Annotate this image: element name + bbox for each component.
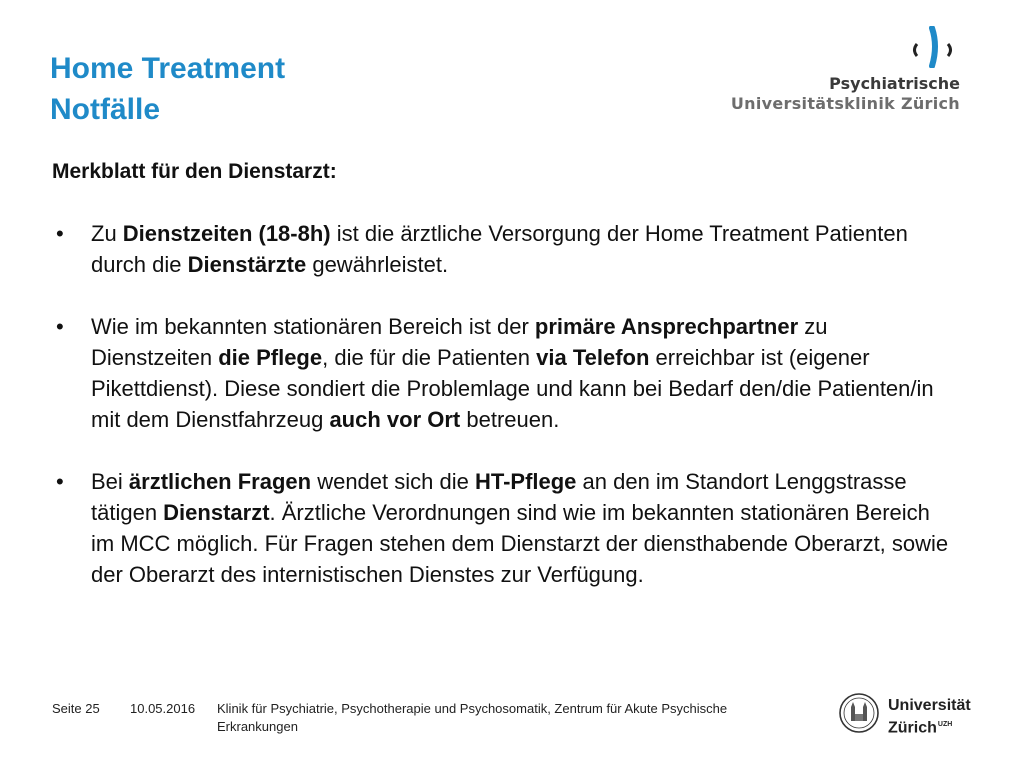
footer-date: 10.05.2016 bbox=[130, 701, 196, 716]
bullet-text: Zu bbox=[91, 221, 123, 246]
bullet-dot: • bbox=[56, 221, 64, 246]
bullet-emphasis: primäre Ansprechpartner bbox=[534, 314, 799, 339]
university-name bbox=[888, 696, 971, 737]
bullet-item bbox=[52, 466, 952, 590]
title-line-2: Notfälle bbox=[50, 93, 161, 126]
bullet-text: Wie im bekannten stationären Bereich ist der bbox=[91, 314, 535, 339]
bullet-text: an den im Standort Lenggstrasse tätigen bbox=[91, 469, 907, 525]
bullet-emphasis: Dienstärzte bbox=[187, 252, 307, 277]
university-line-2 bbox=[888, 715, 971, 737]
slide-title bbox=[50, 48, 285, 130]
bullet-emphasis: Dienstarzt bbox=[163, 500, 270, 525]
bullet-text: betreuen. bbox=[460, 407, 560, 432]
bullet-text: erreichbar ist (eigener Pikettdienst). Diese sondiert die Problemlage und kann bei Bedarf den/die Patienten/in mit dem Dienstfahrzeug bbox=[91, 345, 934, 432]
bullet-emphasis: ärztlichen Fragen bbox=[128, 469, 312, 494]
psychiatric-clinic-logo bbox=[731, 26, 960, 114]
bullet-item bbox=[52, 218, 952, 280]
university-city: Zürich bbox=[888, 719, 937, 737]
bullet-list bbox=[52, 218, 952, 590]
bullet-text: Bei bbox=[91, 469, 129, 494]
page-number: Seite 25 bbox=[52, 701, 100, 716]
bullet-item bbox=[52, 311, 952, 435]
footer-text: Klinik für Psychiatrie, Psychotherapie und Psychosomatik, Zentrum für Akute Psychische Erkrankungen bbox=[217, 701, 728, 734]
bullet-text: zu Dienstzeiten bbox=[91, 314, 828, 370]
university-abbrev: UZH bbox=[937, 721, 953, 728]
logo-text-line-2: Universitätsklinik Zürich bbox=[730, 94, 960, 113]
bullet-emphasis: Dienstzeiten (18-8h) bbox=[122, 221, 331, 246]
bullet-emphasis: auch vor Ort bbox=[329, 407, 461, 432]
bullet-text: gewährleistet. bbox=[306, 252, 449, 277]
bullet-text: ist die ärztliche Versorgung der Home Treatment Patienten durch die bbox=[91, 221, 908, 277]
bullet-text: wendet sich die bbox=[311, 469, 475, 494]
bullet-dot: • bbox=[56, 469, 64, 494]
parentheses-logo-mark-icon bbox=[908, 26, 960, 68]
bullet-emphasis: via Telefon bbox=[536, 345, 650, 370]
university-seal-icon bbox=[838, 692, 880, 734]
body-subtitle: Merkblatt für den Dienstarzt: bbox=[52, 160, 337, 183]
bullet-emphasis: HT-Pflege bbox=[474, 469, 577, 494]
bullet-text: , die für die Patienten bbox=[322, 345, 537, 370]
slide-body bbox=[52, 152, 952, 621]
title-line-1: Home Treatment bbox=[50, 52, 286, 85]
bullet-emphasis: die Pflege bbox=[218, 345, 323, 370]
bullet-dot: • bbox=[56, 314, 64, 339]
bullet-text: . Ärztliche Verordnungen sind wie im bekannten stationären Bereich im MCC möglich. Für Fragen stehen dem Dienstarzt der diensthabende Oberarzt, sowie der Oberarzt des internistischen Dienstes zur Verfügung. bbox=[91, 500, 949, 587]
logo-text-line-1: Psychiatrische bbox=[829, 74, 960, 93]
university-line-1: Universität bbox=[888, 697, 971, 714]
